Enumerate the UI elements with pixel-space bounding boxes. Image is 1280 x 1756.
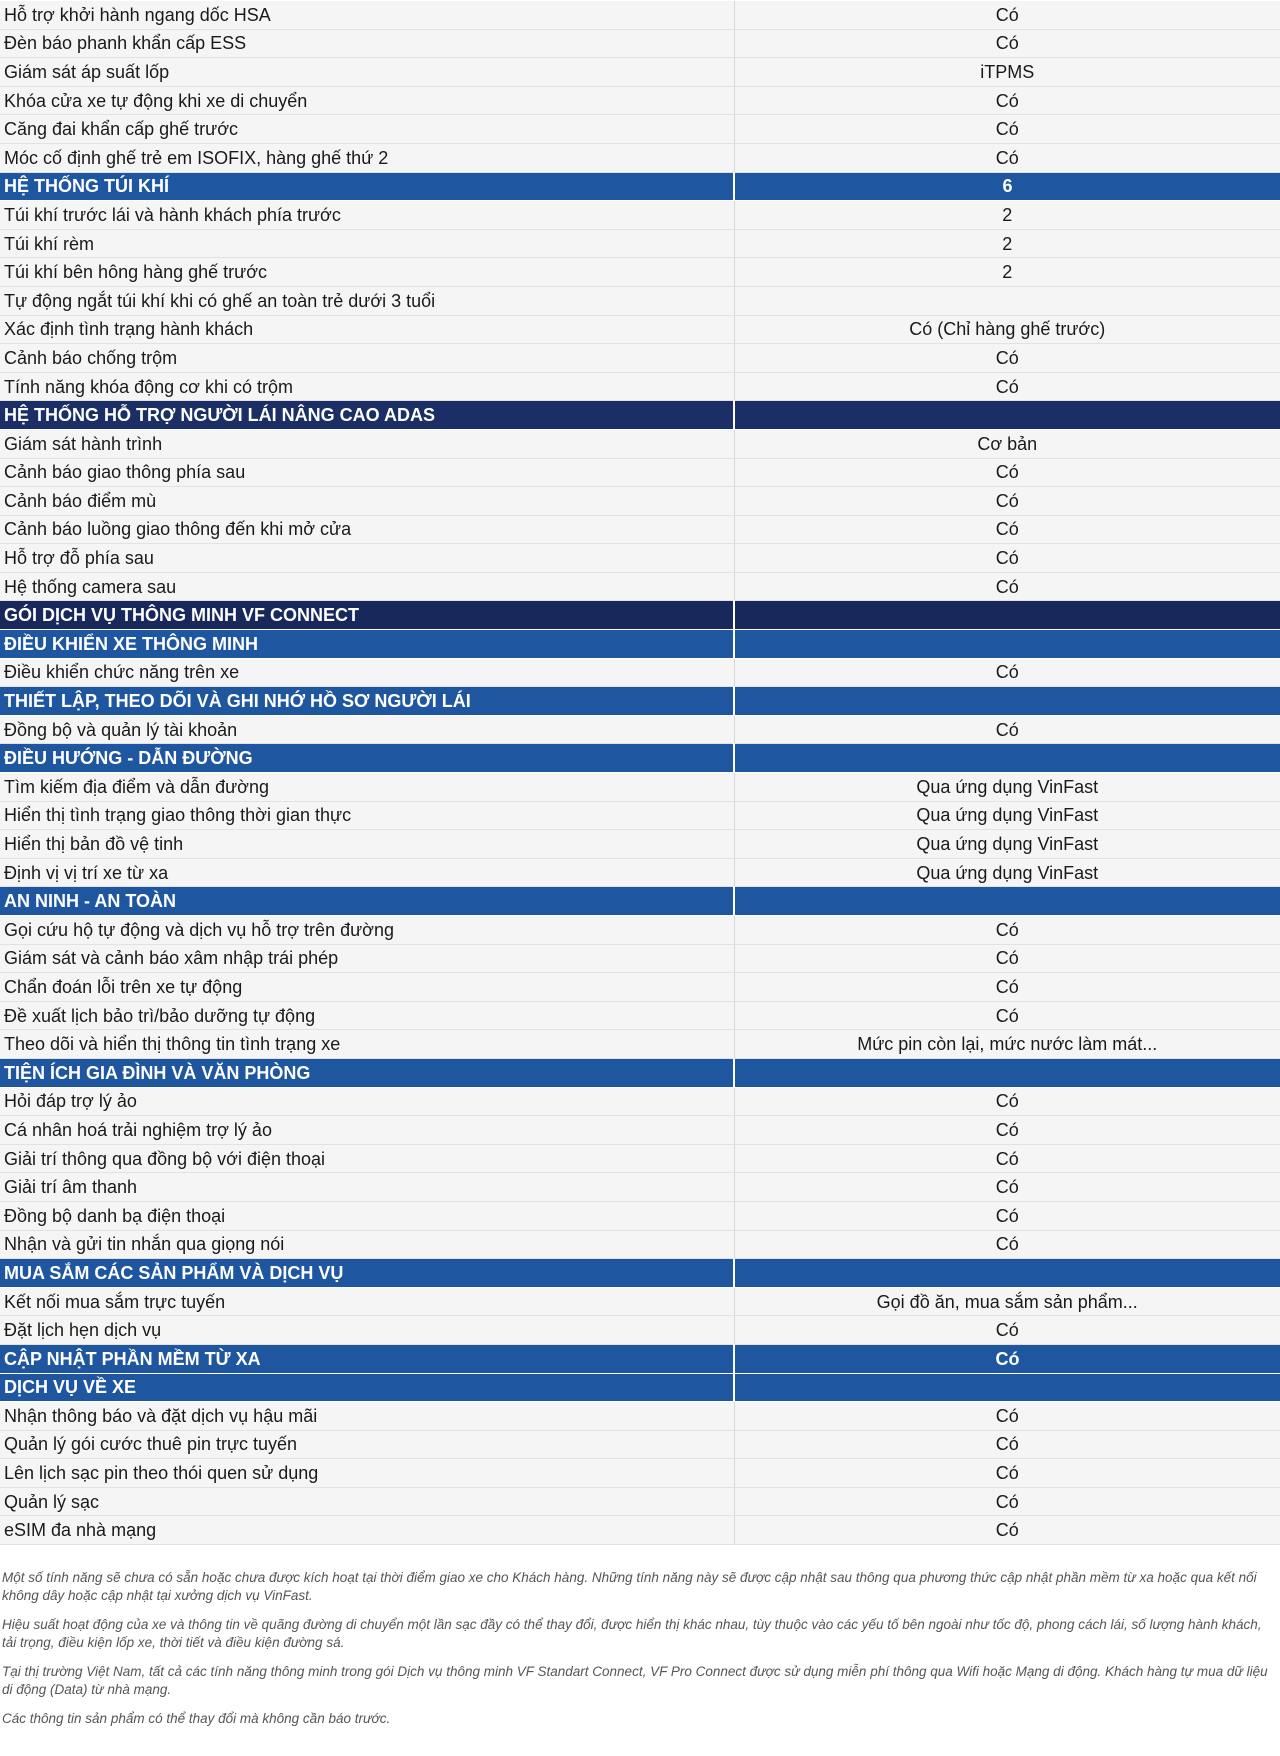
feature-label: Giải trí thông qua đồng bộ với điện thoại	[0, 1144, 734, 1173]
feature-value	[734, 1058, 1280, 1087]
feature-label: Hệ thống camera sau	[0, 572, 734, 601]
spec-row	[0, 344, 1280, 373]
feature-label: Chẩn đoán lỗi trên xe tự động	[0, 973, 734, 1002]
feature-label: Hỏi đáp trợ lý ảo	[0, 1087, 734, 1116]
feature-label: Quản lý gói cước thuê pin trực tuyến	[0, 1430, 734, 1459]
feature-label: Nhận thông báo và đặt dịch vụ hậu mãi	[0, 1402, 734, 1431]
feature-value: Có	[734, 143, 1280, 172]
spec-row	[0, 801, 1280, 830]
feature-label: Khóa cửa xe tự động khi xe di chuyển	[0, 86, 734, 115]
feature-label: Túi khí trước lái và hành khách phía trước	[0, 201, 734, 230]
feature-value: Có	[734, 458, 1280, 487]
section-header-row	[0, 1373, 1280, 1402]
feature-label: Tính năng khóa động cơ khi có trộm	[0, 372, 734, 401]
feature-value: Có	[734, 1430, 1280, 1459]
feature-label: Hiển thị bản đồ vệ tinh	[0, 830, 734, 859]
feature-value: Có	[734, 1087, 1280, 1116]
spec-row	[0, 1230, 1280, 1259]
spec-row	[0, 258, 1280, 287]
feature-value: Qua ứng dụng VinFast	[734, 830, 1280, 859]
feature-value	[734, 286, 1280, 315]
feature-value: Có	[734, 487, 1280, 516]
spec-row	[0, 429, 1280, 458]
spec-row	[0, 143, 1280, 172]
section-header-row	[0, 1344, 1280, 1373]
spec-row	[0, 458, 1280, 487]
feature-label: Hiển thị tình trạng giao thông thời gian thực	[0, 801, 734, 830]
section-title: THIẾT LẬP, THEO DÕI VÀ GHI NHỚ HỒ SƠ NGƯỜI LÁI	[0, 687, 734, 716]
feature-value: Có	[734, 1459, 1280, 1488]
feature-label: Quản lý sạc	[0, 1487, 734, 1516]
feature-label: Đề xuất lịch bảo trì/bảo dưỡng tự động	[0, 1001, 734, 1030]
spec-row	[0, 1030, 1280, 1059]
spec-row	[0, 1430, 1280, 1459]
feature-label: Cảnh báo chống trộm	[0, 344, 734, 373]
feature-value: Có	[734, 372, 1280, 401]
section-title: ĐIỀU HƯỚNG - DẪN ĐƯỜNG	[0, 744, 734, 773]
spec-row	[0, 1402, 1280, 1431]
feature-value	[734, 744, 1280, 773]
feature-value: Có	[734, 1230, 1280, 1259]
feature-label: Hỗ trợ khởi hành ngang dốc HSA	[0, 1, 734, 30]
feature-value	[734, 630, 1280, 659]
feature-value: 2	[734, 201, 1280, 230]
feature-label: Móc cố định ghế trẻ em ISOFIX, hàng ghế thứ 2	[0, 143, 734, 172]
spec-row	[0, 544, 1280, 573]
feature-label: Cảnh báo giao thông phía sau	[0, 458, 734, 487]
footnote: Một số tính năng sẽ chưa có sẵn hoặc chưa được kích hoạt tại thời điểm giao xe cho Khách hàng. Những tính năng này sẽ được cập nhật sau thông qua phương thức cập nhật phần mềm từ xa hoặc qua kết nối không dây hoặc cập nhật tại xưởng dịch vụ VinFast.	[2, 1570, 1257, 1604]
feature-value	[734, 887, 1280, 916]
spec-row	[0, 29, 1280, 58]
spec-row	[0, 916, 1280, 945]
spec-row	[0, 286, 1280, 315]
feature-value: Có	[734, 1316, 1280, 1345]
feature-value: Có	[734, 1487, 1280, 1516]
spec-row	[0, 86, 1280, 115]
feature-label: Định vị vị trí xe từ xa	[0, 858, 734, 887]
spec-row	[0, 115, 1280, 144]
section-title: TIỆN ÍCH GIA ĐÌNH VÀ VĂN PHÒNG	[0, 1058, 734, 1087]
feature-value: Mức pin còn lại, mức nước làm mát...	[734, 1030, 1280, 1059]
spec-row	[0, 372, 1280, 401]
feature-label: Tìm kiếm địa điểm và dẫn đường	[0, 773, 734, 802]
feature-label: Cá nhân hoá trải nghiệm trợ lý ảo	[0, 1116, 734, 1145]
feature-value: Có	[734, 1201, 1280, 1230]
spec-row	[0, 229, 1280, 258]
spec-row	[0, 1459, 1280, 1488]
section-title: CẬP NHẬT PHẦN MỀM TỪ XA	[0, 1344, 734, 1373]
section-title: HỆ THỐNG TÚI KHÍ	[0, 172, 734, 201]
footnote: Tại thị trường Việt Nam, tất cả các tính năng thông minh trong gói Dịch vụ thông minh VF Standart Connect, VF Pro Connect được sử dụng miễn phí thông qua Wifi hoặc Mạng di động. Khách hàng tự mua dữ liệu di động (Data) từ nhà mạng.	[2, 1664, 1268, 1698]
spec-row	[0, 973, 1280, 1002]
feature-label: Hỗ trợ đỗ phía sau	[0, 544, 734, 573]
feature-value	[734, 401, 1280, 430]
section-title: HỆ THỐNG HỖ TRỢ NGƯỜI LÁI NÂNG CAO ADAS	[0, 401, 734, 430]
feature-value: Có	[734, 29, 1280, 58]
feature-label: Căng đai khẩn cấp ghế trước	[0, 115, 734, 144]
feature-label: Đèn báo phanh khẩn cấp ESS	[0, 29, 734, 58]
section-header-row	[0, 601, 1280, 630]
feature-value: Có	[734, 572, 1280, 601]
feature-value: Có (Chỉ hàng ghế trước)	[734, 315, 1280, 344]
feature-value: 2	[734, 258, 1280, 287]
feature-value	[734, 1373, 1280, 1402]
section-header-row	[0, 687, 1280, 716]
section-title: DỊCH VỤ VỀ XE	[0, 1373, 734, 1402]
footnote: Hiệu suất hoạt động của xe và thông tin về quãng đường di chuyển một lần sạc đầy có thể thay đổi, được hiển thị khác nhau, tùy thuộc vào các yếu tố bên ngoài như tốc độ, phong cách lái, số lượng hành khách, tải trọng, điều kiện lốp xe, thời tiết và điều kiện đường sá.	[2, 1617, 1262, 1651]
spec-row	[0, 830, 1280, 859]
feature-label: Túi khí bên hông hàng ghế trước	[0, 258, 734, 287]
section-header-row	[0, 887, 1280, 916]
feature-value: iTPMS	[734, 58, 1280, 87]
feature-value: Có	[734, 715, 1280, 744]
feature-label: Lên lịch sạc pin theo thói quen sử dụng	[0, 1459, 734, 1488]
feature-value: Có	[734, 944, 1280, 973]
feature-value	[734, 687, 1280, 716]
spec-row	[0, 572, 1280, 601]
section-title: GÓI DỊCH VỤ THÔNG MINH VF CONNECT	[0, 601, 734, 630]
spec-row	[0, 201, 1280, 230]
feature-value: Có	[734, 1116, 1280, 1145]
feature-label: Đồng bộ danh bạ điện thoại	[0, 1201, 734, 1230]
spec-row	[0, 1, 1280, 30]
feature-value: Có	[734, 1516, 1280, 1545]
feature-value: Có	[734, 658, 1280, 687]
spec-row	[0, 658, 1280, 687]
feature-label: Gọi cứu hộ tự động và dịch vụ hỗ trợ trên đường	[0, 916, 734, 945]
section-title: ĐIỀU KHIỂN XE THÔNG MINH	[0, 630, 734, 659]
feature-value: Có	[734, 1001, 1280, 1030]
spec-row	[0, 944, 1280, 973]
feature-value: Có	[734, 1, 1280, 30]
feature-label: Túi khí rèm	[0, 229, 734, 258]
feature-label: Tự động ngắt túi khí khi có ghế an toàn trẻ dưới 3 tuổi	[0, 286, 734, 315]
spec-row	[0, 58, 1280, 87]
feature-value: Qua ứng dụng VinFast	[734, 858, 1280, 887]
spec-table-body	[0, 1, 1280, 1545]
feature-label: Kết nối mua sắm trực tuyến	[0, 1287, 734, 1316]
feature-value: Có	[734, 86, 1280, 115]
section-header-row	[0, 630, 1280, 659]
feature-value: Có	[734, 344, 1280, 373]
feature-value: 6	[734, 172, 1280, 201]
spec-row	[0, 1201, 1280, 1230]
spec-row	[0, 773, 1280, 802]
feature-value: Có	[734, 515, 1280, 544]
spec-row	[0, 1173, 1280, 1202]
spec-row	[0, 1087, 1280, 1116]
feature-value: Có	[734, 916, 1280, 945]
feature-value	[734, 1259, 1280, 1288]
feature-value: Có	[734, 1173, 1280, 1202]
spec-row	[0, 1516, 1280, 1545]
feature-label: Điều khiển chức năng trên xe	[0, 658, 734, 687]
footnotes	[0, 1569, 1272, 1728]
feature-label: Giám sát và cảnh báo xâm nhập trái phép	[0, 944, 734, 973]
feature-value: Có	[734, 1344, 1280, 1373]
feature-value: Có	[734, 1402, 1280, 1431]
section-title: AN NINH - AN TOÀN	[0, 887, 734, 916]
feature-value: Gọi đồ ăn, mua sắm sản phẩm...	[734, 1287, 1280, 1316]
feature-label: Đồng bộ và quản lý tài khoản	[0, 715, 734, 744]
feature-label: Giải trí âm thanh	[0, 1173, 734, 1202]
spec-row	[0, 1316, 1280, 1345]
feature-label: Cảnh báo luồng giao thông đến khi mở cửa	[0, 515, 734, 544]
feature-value: Có	[734, 544, 1280, 573]
feature-label: Giám sát áp suất lốp	[0, 58, 734, 87]
spec-row	[0, 1287, 1280, 1316]
spec-row	[0, 1001, 1280, 1030]
feature-value: Có	[734, 115, 1280, 144]
section-header-row	[0, 744, 1280, 773]
feature-label: eSIM đa nhà mạng	[0, 1516, 734, 1545]
feature-label: Giám sát hành trình	[0, 429, 734, 458]
spec-row	[0, 858, 1280, 887]
spec-row	[0, 1144, 1280, 1173]
feature-label: Theo dõi và hiển thị thông tin tình trạng xe	[0, 1030, 734, 1059]
spec-row	[0, 315, 1280, 344]
feature-label: Xác định tình trạng hành khách	[0, 315, 734, 344]
spec-row	[0, 715, 1280, 744]
footnote: Các thông tin sản phẩm có thể thay đổi mà không cần báo trước.	[2, 1711, 391, 1727]
section-header-row	[0, 1058, 1280, 1087]
feature-value: Qua ứng dụng VinFast	[734, 801, 1280, 830]
feature-value	[734, 601, 1280, 630]
spec-row	[0, 1116, 1280, 1145]
spec-row	[0, 515, 1280, 544]
feature-value: 2	[734, 229, 1280, 258]
section-title: MUA SẮM CÁC SẢN PHẨM VÀ DỊCH VỤ	[0, 1259, 734, 1288]
feature-label: Cảnh báo điểm mù	[0, 487, 734, 516]
spec-row	[0, 1487, 1280, 1516]
feature-value: Cơ bản	[734, 429, 1280, 458]
section-header-row	[0, 172, 1280, 201]
section-header-row	[0, 1259, 1280, 1288]
spec-row	[0, 487, 1280, 516]
feature-value: Có	[734, 973, 1280, 1002]
section-header-row	[0, 401, 1280, 430]
feature-label: Nhận và gửi tin nhắn qua giọng nói	[0, 1230, 734, 1259]
feature-value: Có	[734, 1144, 1280, 1173]
feature-label: Đặt lịch hẹn dịch vụ	[0, 1316, 734, 1345]
feature-value: Qua ứng dụng VinFast	[734, 773, 1280, 802]
